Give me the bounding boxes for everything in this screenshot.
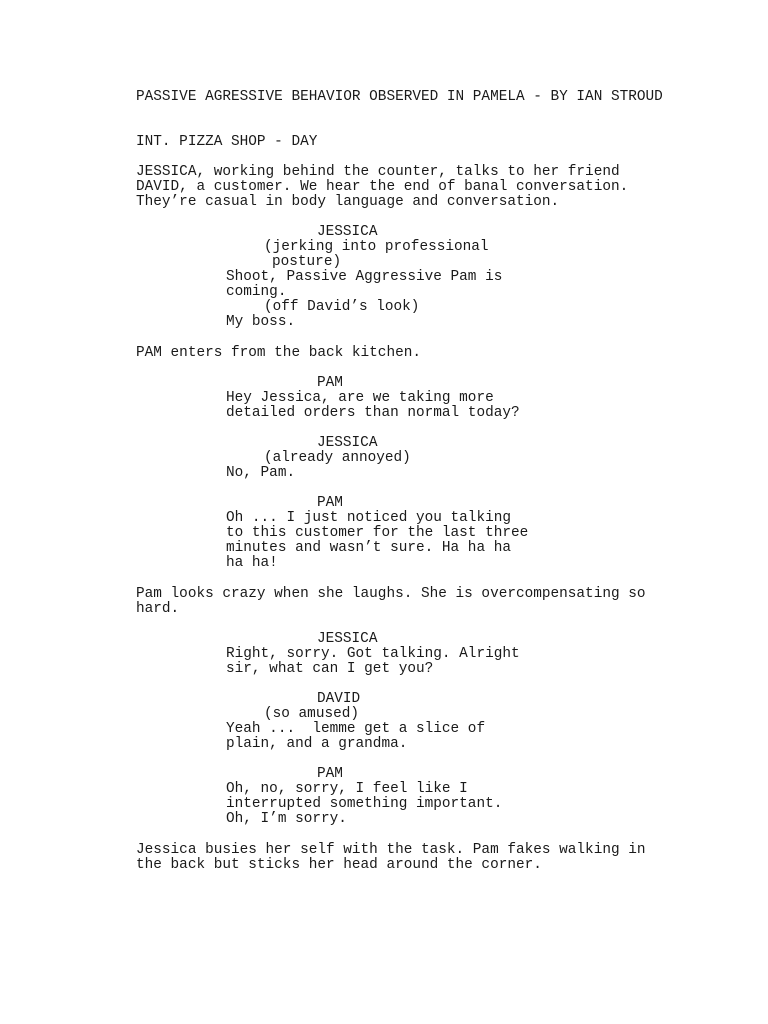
dialogue-line: minutes and wasn’t sure. Ha ha ha [226,540,511,556]
parenthetical: (jerking into professional [264,239,489,255]
character-cue-pam: PAM [317,766,343,782]
dialogue-line: to this customer for the last three [226,525,529,541]
character-cue-jessica: JESSICA [317,435,378,451]
action-line: They’re casual in body language and conversation. [136,194,560,210]
parenthetical: posture) [272,254,342,270]
dialogue-line: No, Pam. [226,465,296,481]
scene-heading: INT. PIZZA SHOP - DAY [136,134,318,150]
dialogue-line: Right, sorry. Got talking. Alright [226,646,520,662]
dialogue-line: Hey Jessica, are we taking more [226,390,494,406]
action-line: JESSICA, working behind the counter, talks to her friend [136,164,620,180]
action-line: hard. [136,601,180,617]
action-line: Jessica busies her self with the task. Pam fakes walking in [136,842,646,858]
action-line: PAM enters from the back kitchen. [136,345,421,361]
character-cue-david: DAVID [317,691,361,707]
dialogue-line: plain, and a grandma. [226,736,408,752]
action-line: the back but sticks her head around the corner. [136,857,542,873]
dialogue-line: sir, what can I get you? [226,661,434,677]
character-cue-jessica: JESSICA [317,631,378,647]
action-line: DAVID, a customer. We hear the end of banal conversation. [136,179,629,195]
dialogue-line: Shoot, Passive Aggressive Pam is [226,269,503,285]
parenthetical: (already annoyed) [264,450,411,466]
dialogue-line: Oh, no, sorry, I feel like I [226,781,468,797]
action-line: Pam looks crazy when she laughs. She is overcompensating so [136,586,646,602]
parenthetical: (so amused) [264,706,359,722]
dialogue-line: ha ha! [226,555,278,571]
dialogue-line: Yeah ... lemme get a slice of [226,721,486,737]
dialogue-line: My boss. [226,314,296,330]
dialogue-line: coming. [226,284,287,300]
dialogue-line: interrupted something important. [226,796,503,812]
character-cue-pam: PAM [317,375,343,391]
character-cue-pam: PAM [317,495,343,511]
dialogue-line: Oh ... I just noticed you talking [226,510,511,526]
parenthetical: (off David’s look) [264,299,420,315]
dialogue-line: Oh, I’m sorry. [226,811,347,827]
character-cue-jessica: JESSICA [317,224,378,240]
script-title: PASSIVE AGRESSIVE BEHAVIOR OBSERVED IN PAMELA - BY IAN STROUD [136,89,663,105]
dialogue-line: detailed orders than normal today? [226,405,520,421]
